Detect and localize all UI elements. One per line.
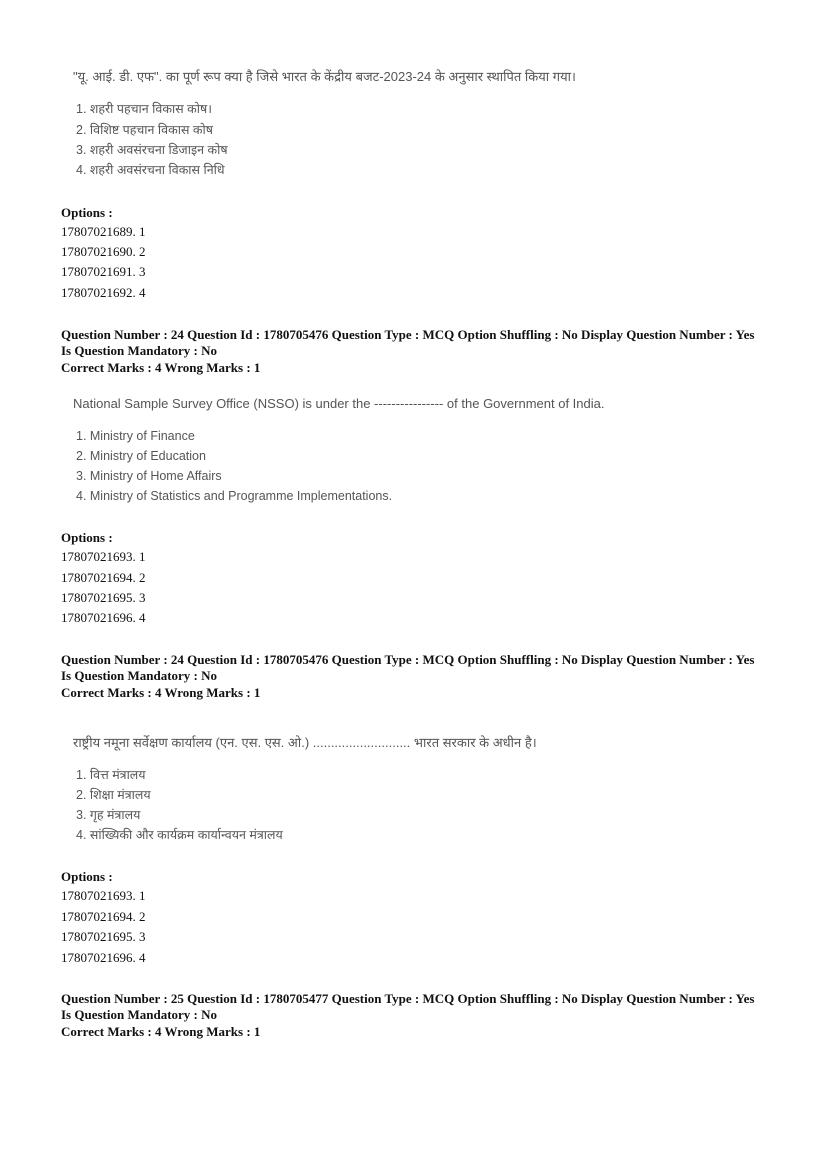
question-marks: Correct Marks : 4 Wrong Marks : 1 — [61, 360, 261, 375]
option-id: 17807021696. 4 — [61, 950, 146, 965]
choice: 2. विशिष्ट पहचान विकास कोष — [76, 123, 213, 137]
option-id: 17807021689. 1 — [61, 224, 146, 239]
option-id: 17807021693. 1 — [61, 549, 146, 564]
choice: 1. वित्त मंत्रालय — [76, 768, 146, 782]
question-image-text: "यू. आई. डी. एफ". का पूर्ण रूप क्या है जिसे भारत के केंद्रीय बजट-2023-24 के अनुसार स्थापित किया गया। — [73, 69, 576, 84]
question-header: Question Number : 24 Question Id : 1780705476 Question Type : MCQ Option Shuffling : No Display Question Number : Yes — [61, 652, 755, 667]
options-label: Options : — [61, 205, 113, 220]
question-mandatory: Is Question Mandatory : No — [61, 1007, 218, 1022]
option-id: 17807021693. 1 — [61, 888, 146, 903]
option-id: 17807021694. 2 — [61, 909, 146, 924]
option-id: 17807021696. 4 — [61, 610, 146, 625]
question-marks: Correct Marks : 4 Wrong Marks : 1 — [61, 1024, 261, 1039]
option-id: 17807021690. 2 — [61, 244, 146, 259]
question-image-text: National Sample Survey Office (NSSO) is under the ---------------- of the Government of India. — [73, 396, 605, 411]
option-id: 17807021694. 2 — [61, 570, 146, 585]
choice: 3. शहरी अवसंरचना डिजाइन कोष — [76, 143, 228, 157]
options-label: Options : — [61, 869, 113, 884]
choice: 4. शहरी अवसंरचना विकास निधि — [76, 163, 225, 177]
choice: 4. Ministry of Statistics and Programme Implementations. — [76, 489, 393, 503]
option-id: 17807021695. 3 — [61, 590, 146, 605]
option-id: 17807021691. 3 — [61, 264, 146, 279]
question-mandatory: Is Question Mandatory : No — [61, 668, 218, 683]
option-id: 17807021695. 3 — [61, 929, 146, 944]
choice: 2. Ministry of Education — [76, 449, 206, 463]
option-id: 17807021692. 4 — [61, 285, 146, 300]
question-image-text: राष्ट्रीय नमूना सर्वेक्षण कार्यालय (एन. एस. एस. ओ.) ........................... भारत सरकार के अधीन है। — [73, 735, 537, 750]
choice: 1. शहरी पहचान विकास कोष। — [76, 102, 212, 116]
options-label: Options : — [61, 530, 113, 545]
choice: 2. शिक्षा मंत्रालय — [76, 788, 151, 802]
choice: 1. Ministry of Finance — [76, 429, 195, 443]
question-header: Question Number : 24 Question Id : 1780705476 Question Type : MCQ Option Shuffling : No Display Question Number : Yes — [61, 327, 755, 342]
question-marks: Correct Marks : 4 Wrong Marks : 1 — [61, 685, 261, 700]
choice: 4. सांख्यिकी और कार्यक्रम कार्यान्वयन मंत्रालय — [76, 828, 283, 842]
choice: 3. गृह मंत्रालय — [76, 808, 141, 822]
question-header: Question Number : 25 Question Id : 1780705477 Question Type : MCQ Option Shuffling : No Display Question Number : Yes — [61, 991, 755, 1006]
choice: 3. Ministry of Home Affairs — [76, 469, 222, 483]
question-mandatory: Is Question Mandatory : No — [61, 343, 218, 358]
